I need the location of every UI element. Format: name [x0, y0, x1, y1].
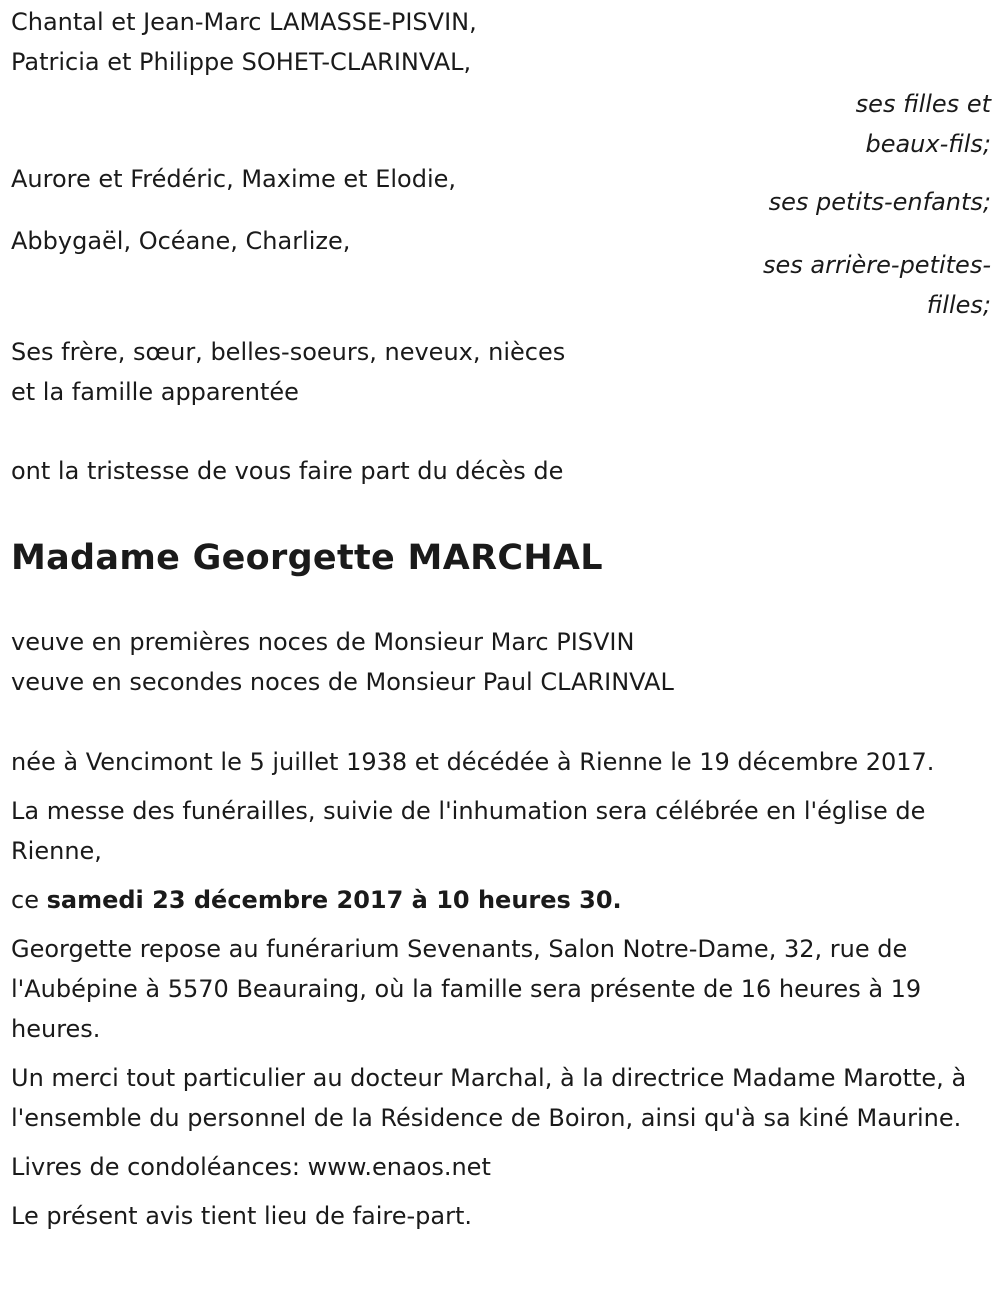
widow-line-1: veuve en premières noces de Monsieur Marc PISVIN — [11, 628, 635, 656]
grandchildren-block — [11, 159, 991, 222]
birth-death-text: née à Vencimont le 5 juillet 1938 et décédée à Rienne le 19 décembre 2017. — [11, 748, 935, 776]
thanks-text: Un merci tout particulier au docteur Marchal, à la directrice Madame Marotte, à l'ensemble du personnel de la Résidence de Boiron, ainsi qu'à sa kiné Maurine. — [11, 1064, 967, 1132]
daughters-block — [11, 2, 991, 164]
funeral-mass-text: La messe des funérailles, suivie de l'inhumation sera célébrée en l'église de Rienne, — [11, 797, 926, 865]
announcement-text: ont la tristesse de vous faire part du décès de — [11, 457, 564, 485]
widow-block — [11, 622, 991, 702]
daughters-line-2: Patricia et Philippe SOHET-CLARINVAL, — [11, 48, 472, 76]
condolences-text: Livres de condoléances: www.enaos.net — [11, 1153, 491, 1181]
great-grandchildren-names: Abbygaël, Océane, Charlize, — [11, 227, 351, 255]
grandchildren-names: Aurore et Frédéric, Maxime et Elodie, — [11, 165, 457, 193]
funerarium-text: Georgette repose au funérarium Sevenants, Salon Notre-Dame, 32, rue de l'Aubépine à 5570 Beauraing, où la famille sera présente de 16 heures à 19 heures. — [11, 935, 922, 1043]
relatives-line-2: et la famille apparentée — [11, 378, 299, 406]
widow-line-2: veuve en secondes noces de Monsieur Paul CLARINVAL — [11, 668, 674, 696]
daughters-role-line-2: beaux-fils; — [865, 130, 991, 158]
obituary-notice — [11, 2, 991, 1236]
relatives-line-1: Ses frère, sœur, belles-soeurs, neveux, nièces — [11, 338, 566, 366]
grandchildren-role: ses petits-enfants; — [768, 188, 991, 216]
funeral-date — [11, 880, 991, 920]
great-grandchildren-role-line-2: filles; — [926, 291, 991, 319]
funeral-date-prefix: ce — [11, 886, 47, 914]
deceased-name: Madame Georgette MARCHAL — [11, 538, 603, 578]
daughters-role-line-1: ses filles et — [855, 90, 991, 118]
notice-text: Le présent avis tient lieu de faire-part. — [11, 1202, 473, 1230]
daughters-line-1: Chantal et Jean-Marc LAMASSE-PISVIN, — [11, 8, 477, 36]
daughters-role — [11, 84, 991, 164]
great-grandchildren-block — [11, 221, 991, 325]
relatives-block — [11, 332, 991, 412]
great-grandchildren-role-line-1: ses arrière-petites- — [763, 251, 991, 279]
funeral-date-bold: samedi 23 décembre 2017 à 10 heures 30. — [46, 886, 622, 914]
